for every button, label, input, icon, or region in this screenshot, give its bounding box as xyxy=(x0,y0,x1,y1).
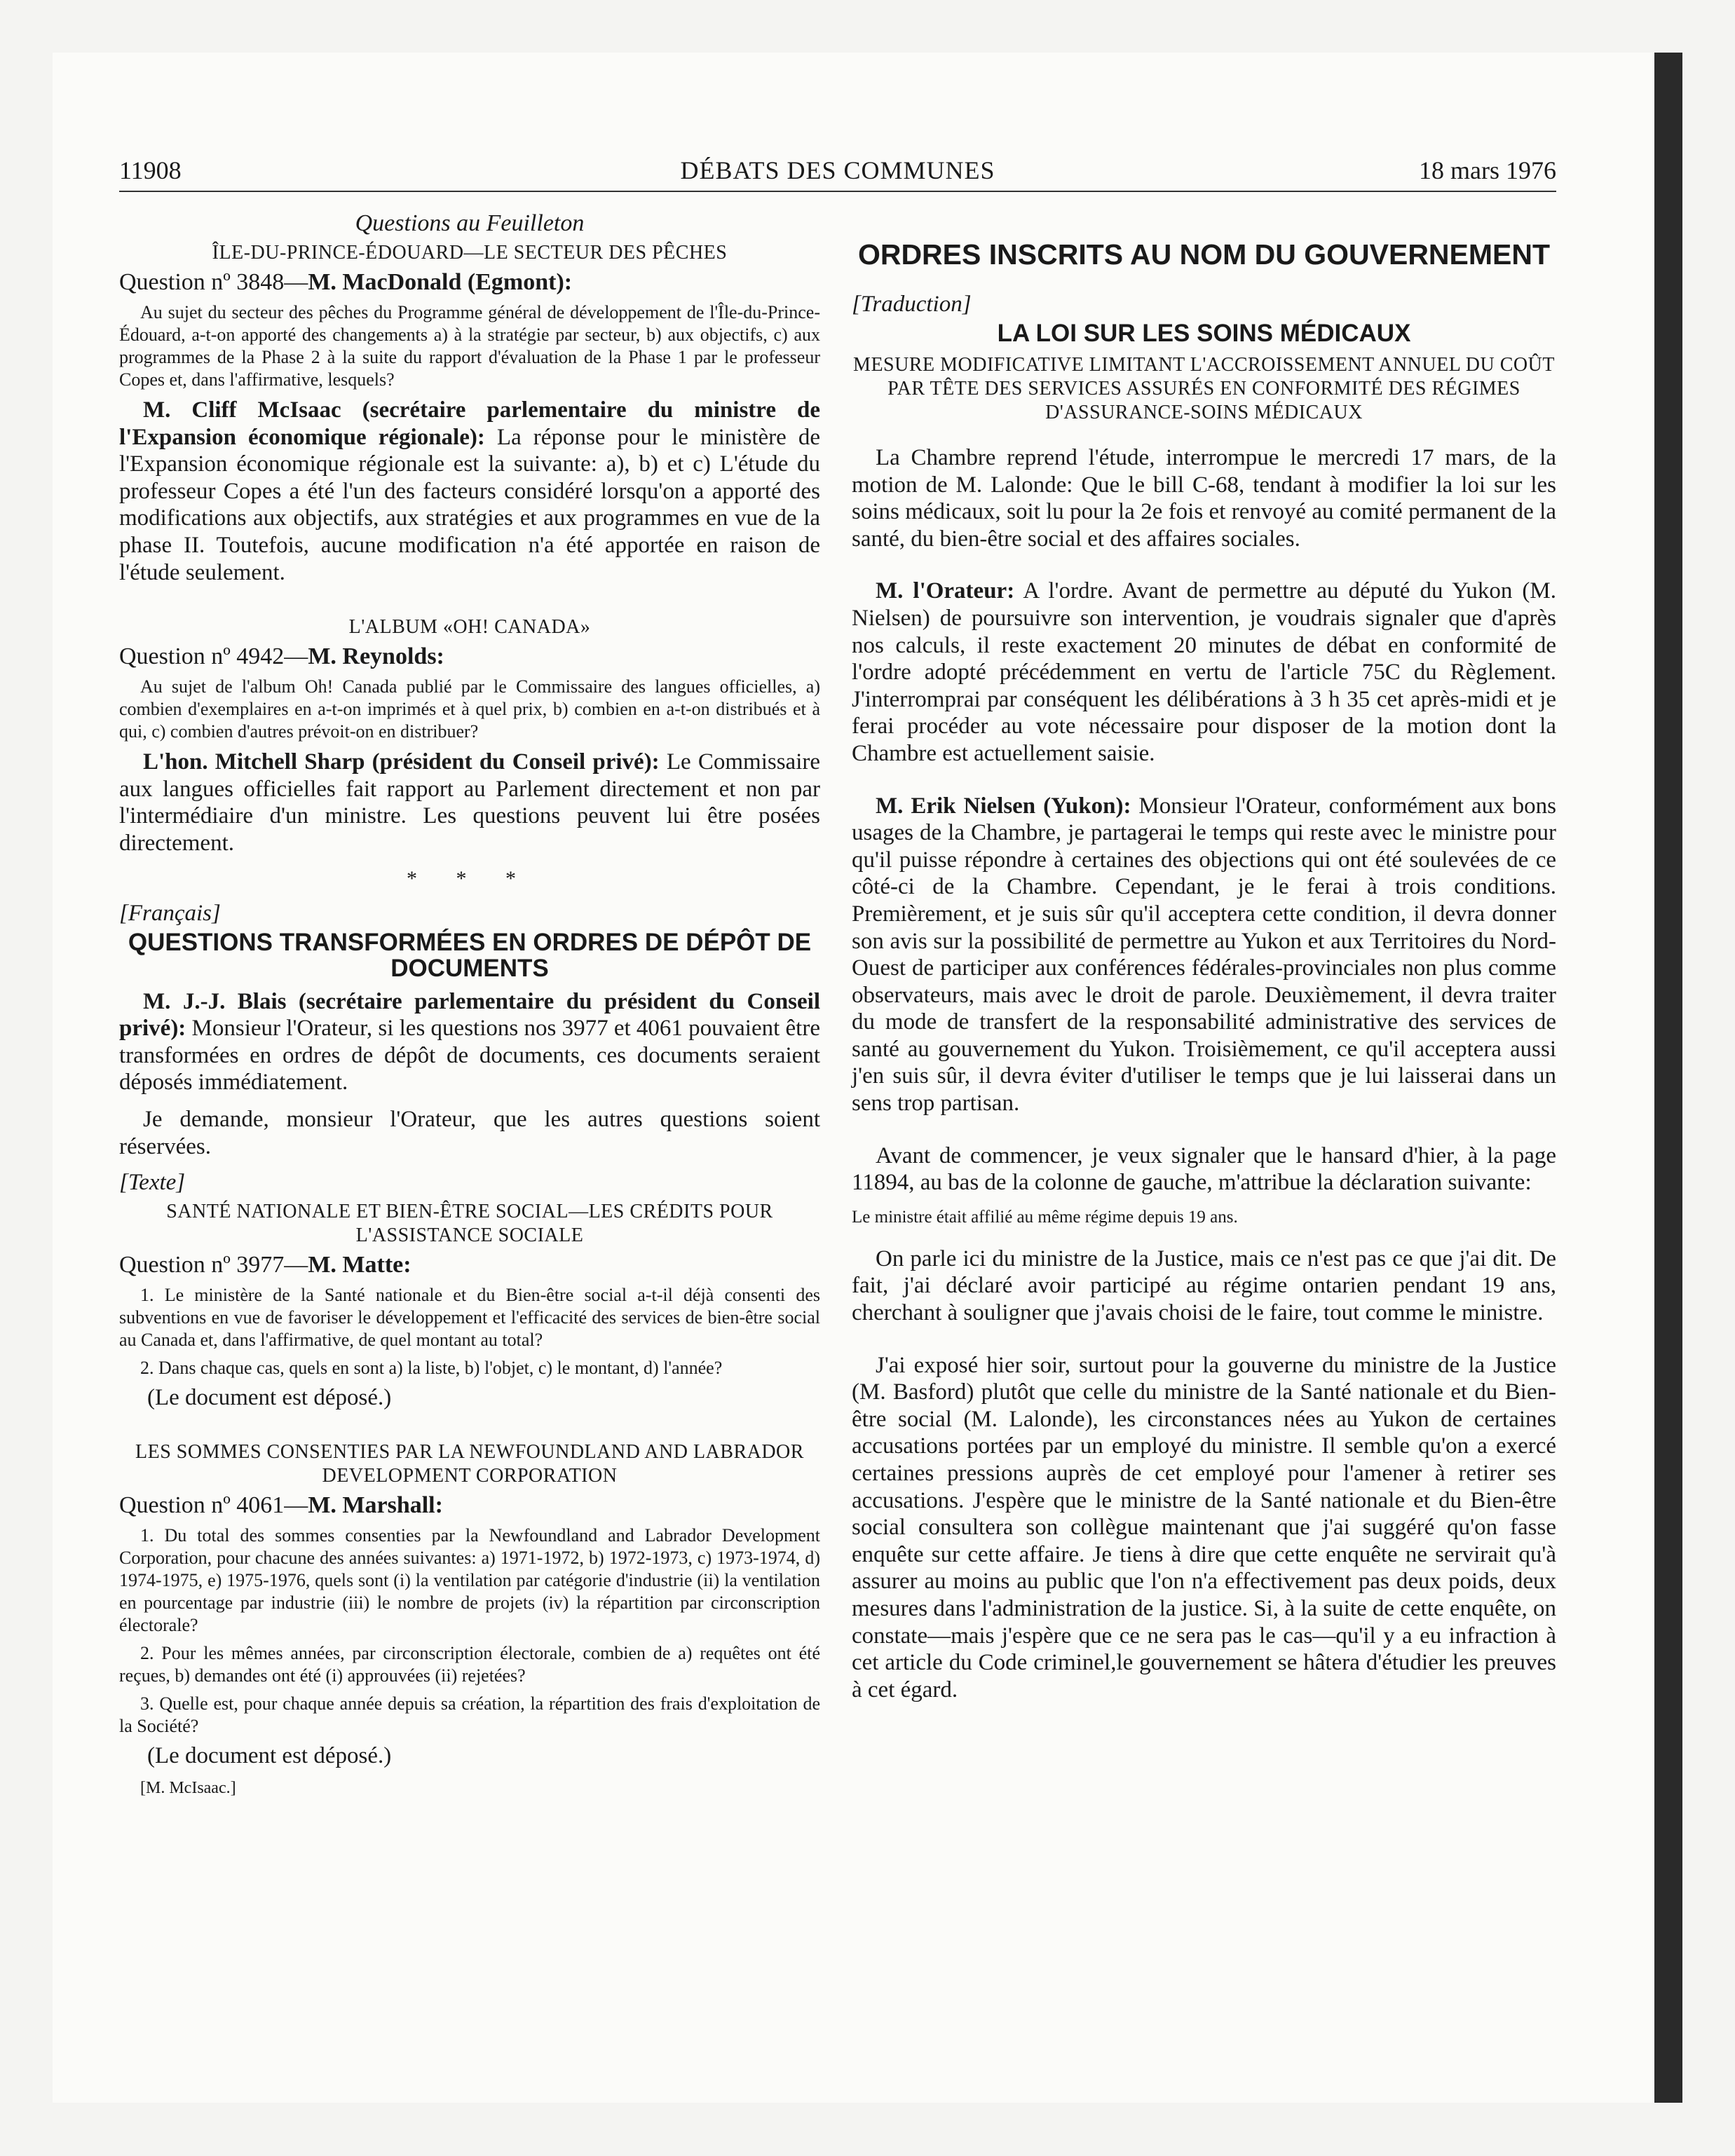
reserve-request: Je demande, monsieur l'Orateur, que les autres questions soient réservées. xyxy=(119,1106,820,1159)
section-separator: * * * xyxy=(407,866,533,890)
heading-government-orders: ORDRES INSCRITS AU NOM DU GOUVERNEMENT xyxy=(857,238,1551,271)
question-4942-text: Au sujet de l'album Oh! Canada publié par le Commissaire des langues officielles, a) combien d'exemplaires en a-t-on imprimés et à quel prix, b) combien en a-t-on distribués et à qui, c) combien d'autres prévoit-on en distribuer? xyxy=(119,676,820,742)
language-tag-translation: [Traduction] xyxy=(852,292,972,317)
question-3848-text: Au sujet du secteur des pêches du Programme général de développement de l'Île-du-Prince-Édouard, a-t-on apporté des changements a) à la stratégie par secteur, b) aux objectifs, c) aux programmes de la Phase 2 à la suite du rapport d'évaluation de la Phase 1 par le professeur Copes et, dans l'affirmative, lesquels? xyxy=(119,302,820,390)
speaker-tag: [M. McIsaac.] xyxy=(140,1779,236,1798)
subheading-amendment: MESURE MODIFICATIVE LIMITANT L'ACCROISSEMENT ANNUEL DU COÛT PAR TÊTE DES SERVICES ASSURÉS EN CONFORMITÉ DES RÉGIMES D'ASSURANCE-SOINS MÉDICAUX xyxy=(853,354,1555,423)
answer-3848: M. Cliff McIsaac (secrétaire parlementaire du ministre de l'Expansion économique régionale): La réponse pour le ministère de l'Expansion économique régionale est la suivante: a), b) et c) L'étude du professeur Copes a été l'un des facteurs considéré lorsqu'on a apporté des modifications aux objectifs, aux stratégies et aux programmes en vue de la phase II. Toutefois, aucune modification n'a été apportée en raison de l'étude seulement. xyxy=(119,397,820,585)
scan-binding-edge xyxy=(1654,53,1682,2103)
publication-title: DÉBATS DES COMMUNES xyxy=(680,156,995,184)
heading-questions-transformed: QUESTIONS TRANSFORMÉES EN ORDRES DE DÉPÔT DE DOCUMENTS xyxy=(128,928,812,982)
question-3977-part2: 2. Dans chaque cas, quels en sont a) la liste, b) l'objet, c) le montant, d) l'année? xyxy=(140,1358,723,1379)
document-deposited-2: (Le document est déposé.) xyxy=(147,1743,392,1769)
section-title: Questions au Feuilleton xyxy=(355,210,585,236)
language-tag-french: [Français] xyxy=(119,900,221,926)
language-tag-text: [Texte] xyxy=(119,1170,186,1196)
question-4061-part1: 1. Du total des sommes consenties par la Newfoundland and Labrador Development Corporation, pour chacune des années suivantes: a) 1971-1972, b) 1972-1973, c) 1973-1974, d) 1974-1975, e) 1975-1976, quels sont (i) la ventilation par catégorie d'industrie (ii) la ventilation en pourcentage par industrie (iii) le nombre de projets (iv) la répartition par circonscription électorale? xyxy=(119,1525,820,1636)
answer-4942: L'hon. Mitchell Sharp (président du Conseil privé): Le Commissaire aux langues officielles fait rapport au Parlement directement et non par l'intermédiaire d'un ministre. Les questions peuvent lui être posées directement. xyxy=(119,749,820,856)
running-header xyxy=(119,156,1556,192)
page-number: 11908 xyxy=(119,156,182,184)
quoted-statement: Le ministre était affilié au même régime depuis 19 ans. xyxy=(852,1207,1238,1227)
left-column xyxy=(119,210,820,1798)
question-3977: Question nº 3977—M. Matte: xyxy=(119,1252,411,1278)
heading-medical-care-act: LA LOI SUR LES SOINS MÉDICAUX xyxy=(997,320,1411,347)
blais-statement: M. J.-J. Blais (secrétaire parlementaire du président du Conseil privé): Monsieur l'Orateur, si les questions nos 3977 et 4061 pouvaient être transformées en ordres de dépôt de documents, ces documents seraient déposés immédiatement. xyxy=(119,988,820,1096)
clarification-paragraph: On parle ici du ministre de la Justice, mais ce n'est pas ce que j'ai dit. De fait, j'ai déclaré avoir participé au régime ontarien pendant 19 ans, cherchant à souligner que j'avais choisi de le faire, tout comme le ministre. xyxy=(852,1246,1556,1326)
heading-album: L'ALBUM «OH! CANADA» xyxy=(348,616,591,639)
speaker-statement: M. l'Orateur: A l'ordre. Avant de permettre au député du Yukon (M. Nielsen) de poursuivre son intervention, je voudrais signaler que d'après nos calculs, il reste exactement 20 minutes de débat en conformité de l'ordre adopté précédemment en vertu de l'article 75C du Règlement. J'interromprai par conséquent les délibérations à 3 h 35 cet après-midi et je ferai procéder au vote nécessaire pour disposer de la motion dont la Chambre est actuellement saisie. xyxy=(852,578,1556,766)
heading-newfoundland: LES SOMMES CONSENTIES PAR LA NEWFOUNDLAND AND LABRADOR DEVELOPMENT CORPORATION xyxy=(135,1441,804,1487)
hansard-reference: Avant de commencer, je veux signaler que le hansard d'hier, à la page 11894, au bas de la colonne de gauche, m'attribue la déclaration suivante: xyxy=(852,1142,1556,1196)
heading-health-welfare: SANTÉ NATIONALE ET BIEN-ÊTRE SOCIAL—LES CRÉDITS POUR L'ASSISTANCE SOCIALE xyxy=(166,1201,773,1247)
heading-fisheries: ÎLE-DU-PRINCE-ÉDOUARD—LE SECTEUR DES PÊCHES xyxy=(212,242,728,264)
resumption-paragraph: La Chambre reprend l'étude, interrompue le mercredi 17 mars, de la motion de M. Lalonde: Que le bill C-68, tendant à modifier la loi sur les soins médicaux, soit lu pour la 2e fois et renvoyé au comité permanent de la santé, du bien-être social et des affaires sociales. xyxy=(852,445,1556,552)
inquiry-paragraph: J'ai exposé hier soir, surtout pour la gouverne du ministre de la Justice (M. Basford) plutôt que celle du ministre de la Santé nationale et du Bien-être social (M. Lalonde), les circonstances nées au Yukon de certaines accusations portées par un employé du ministre. Il semble qu'on a exercé certaines pressions auprès de cet employé pour l'amener à retirer ses accusations. J'espère que le ministre de la Santé nationale et du Bien-être social consultera son collègue maintenant que j'ai suggéré qu'on fasse enquête sur cette affaire. Je tiens à dire que cette enquête ne servirait qu'à assurer au moins au public que l'on n'a effectivement pas deux poids, deux mesures dans l'administration de la justice. Si, à la suite de cette enquête, on constate—mais j'espère que ce ne sera pas le cas—qu'il y a eu infraction à cet article du Code criminel,le gouvernement se hâtera d'étudier les preuves à cet égard. xyxy=(852,1352,1556,1703)
question-4942: Question nº 4942—M. Reynolds: xyxy=(119,643,444,670)
question-3977-part1: 1. Le ministère de la Santé nationale et du Bien-être social a-t-il déjà consenti des subventions en vue de favoriser le développement et l'efficacité des services de bien-être social au Canada et, dans l'affirmative, de quel montant au total? xyxy=(119,1285,820,1351)
document-deposited-1: (Le document est déposé.) xyxy=(147,1385,392,1411)
right-column xyxy=(852,210,1556,1713)
question-4061-part3: 3. Quelle est, pour chaque année depuis sa création, la répartition des frais d'exploitation de la Société? xyxy=(119,1693,820,1737)
question-4061: Question nº 4061—M. Marshall: xyxy=(119,1492,443,1519)
question-4061-part2: 2. Pour les mêmes années, par circonscription électorale, combien de a) requêtes ont été reçues, b) demandes ont été (i) approuvées (ii) rejetées? xyxy=(119,1643,820,1686)
question-3848: Question nº 3848—M. MacDonald (Egmont): xyxy=(119,269,573,295)
nielsen-statement: M. Erik Nielsen (Yukon): Monsieur l'Orateur, conformément aux bons usages de la Chambre, je partagerai le temps qui reste avec le ministre pour qu'il puisse répondre à certaines des objections qui ont été soulevées de ce côté-ci de la Chambre. Cependant, je le ferai à trois conditions. Premièrement, et je suis sûr qu'il acceptera cette condition, il devra donner son avis sur la possibilité de permettre au Yukon et aux Territoires du Nord-Ouest de participer aux conférences fédérales-provinciales non plus comme observateurs, mais avec le droit de parole. Deuxièmement, il devra traiter du mode de transfert de la responsabilité administrative des services de santé au gouvernement du Yukon. Troisièmement, ce qu'il acceptera aussi j'en suis sûr, il devra éviter d'utiliser le temps que je lui laisserai dans un sens trop partisan. xyxy=(852,793,1556,1117)
header-date: 18 mars 1976 xyxy=(1419,156,1556,184)
